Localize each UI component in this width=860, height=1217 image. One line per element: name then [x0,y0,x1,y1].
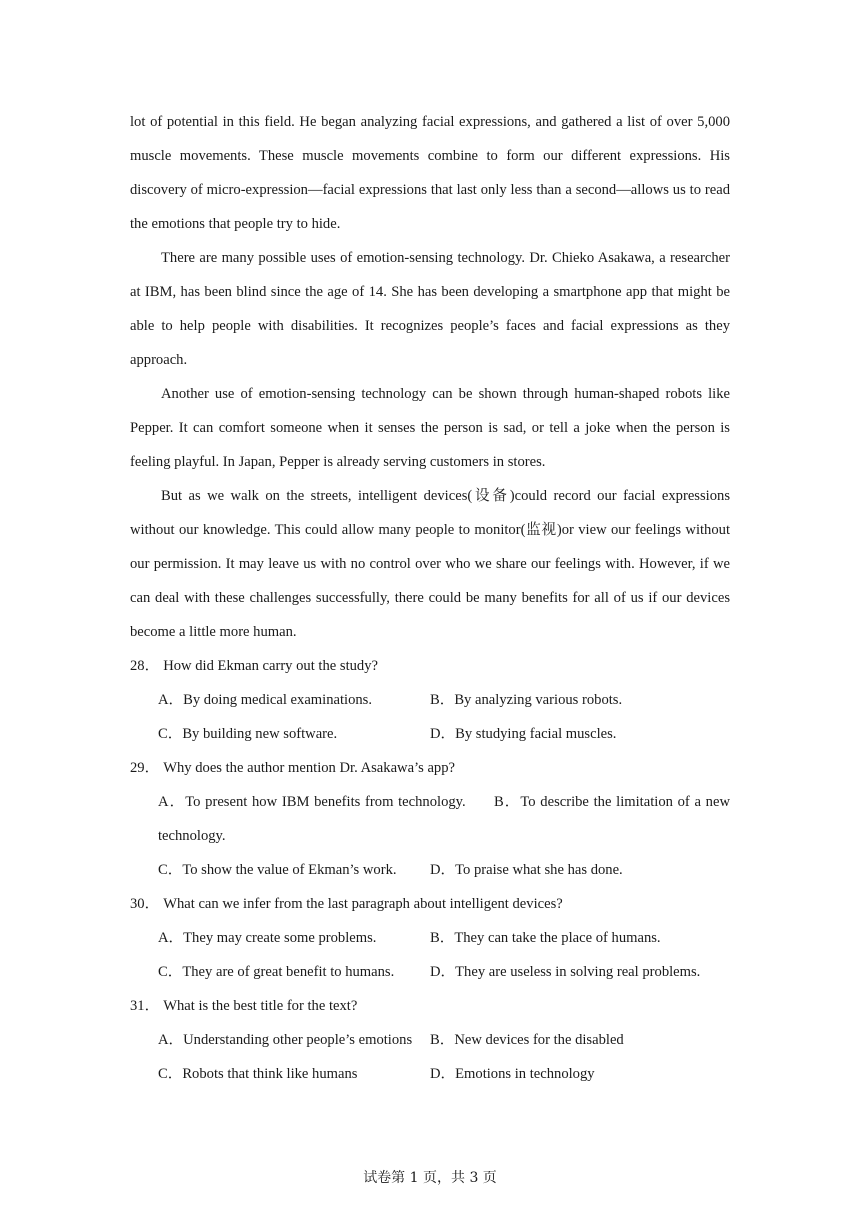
option-b: B．To describe the limitation of a new technology. [158,794,730,844]
exam-page [130,105,730,1091]
option-c: C．They are of great benefit to humans. [158,964,395,980]
option-b: B．New devices for the disabled [430,1032,624,1048]
question-number: 29． [130,760,160,776]
option-b: B．They can take the place of humans. [430,930,661,946]
question-number: 31． [130,998,160,1014]
option-a: A．Understanding other people’s emotions [158,1032,413,1048]
passage-paragraph-3: Another use of emotion-sensing technology can be shown through human-shaped robots like Pepper. It can comfort someone when it senses the person is sad, or tell a joke when the person is feeling playful. In Japan, Pepper is already serving customers in stores. [130,386,730,470]
passage-paragraph-1: lot of potential in this field. He began analyzing facial expressions, and gathered a list of over 5,000 muscle movements. These muscle movements combine to form our different expressions. His discovery of micro-expression—facial expressions that last only less than a second—allows us to read the emotions that people try to hide. [130,114,730,232]
option-d: D．They are useless in solving real problems. [430,964,701,980]
passage-paragraph-4: But as we walk on the streets, intelligent devices(设备)could record our facial expressions without our knowledge. This could allow many people to monitor(监视)or view our feelings without our permission. It may leave us with no control over who we share our feelings with. However, if we can deal with these challenges successfully, there could be many benefits for all of us if our devices become a little more human. [130,488,730,640]
question-text: What is the best title for the text? [163,998,358,1014]
option-a: A．They may create some problems. [158,930,377,946]
option-d: D．By studying facial muscles. [430,726,617,742]
option-c: C．By building new software. [158,726,338,742]
question-number: 30． [130,896,160,912]
option-d: D．Emotions in technology [430,1066,595,1082]
question-31 [130,989,730,1091]
question-text: How did Ekman carry out the study? [163,658,379,674]
option-c: C．To show the value of Ekman’s work. [158,862,397,878]
option-a: A．By doing medical examinations. [158,692,373,708]
passage-paragraph-2: There are many possible uses of emotion-sensing technology. Dr. Chieko Asakawa, a researcher at IBM, has been blind since the age of 14. She has been developing a smartphone app that might be able to help people with disabilities. It recognizes people’s faces and facial expressions as they approach. [130,250,730,368]
page-footer: 试卷第 1 页，共 3 页 [363,1170,497,1186]
option-b: B．By analyzing various robots. [430,692,623,708]
option-d: D．To praise what she has done. [430,862,623,878]
question-29 [130,751,730,887]
option-a: A．To present how IBM benefits from technology. [158,794,466,810]
question-30 [130,887,730,989]
question-number: 28． [130,658,160,674]
question-28 [130,649,730,751]
option-c: C．Robots that think like humans [158,1066,358,1082]
question-text: Why does the author mention Dr. Asakawa’s app? [163,760,456,776]
question-text: What can we infer from the last paragraph about intelligent devices? [163,896,563,912]
